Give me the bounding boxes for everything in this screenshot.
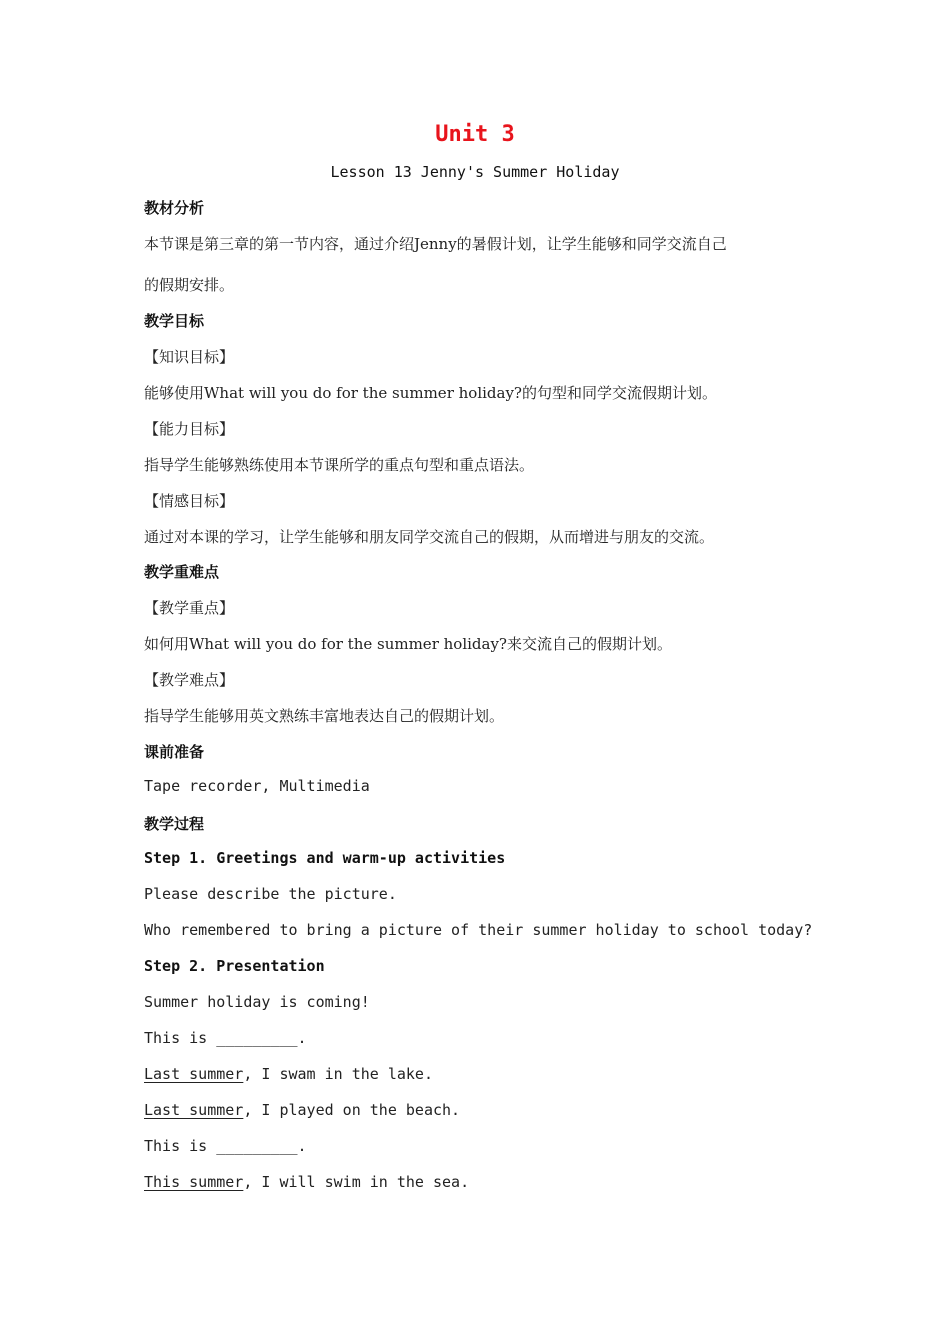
knowledge-goal-label: 【知识目标】: [144, 348, 235, 366]
difficult-point-label: 【教学难点】: [144, 671, 235, 689]
prep-text: Tape recorder, Multimedia: [144, 777, 370, 795]
step1-title: Step 1. Greetings and warm-up activities: [144, 849, 506, 867]
step2-line2: This is _________.: [144, 1029, 307, 1047]
sentence-rest: , I will swim in the sea.: [243, 1173, 470, 1191]
goals-heading: 教学目标: [144, 312, 205, 330]
analysis-text-line1: 本节课是第三章的第一节内容，通过介绍Jenny的暑假计划，让学生能够和同学交流自己: [144, 235, 727, 253]
ability-goal-text: 指导学生能够熟练使用本节课所学的重点句型和重点语法。: [144, 456, 535, 474]
analysis-text-line2: 的假期安排。: [144, 276, 235, 294]
step2-line4: [144, 1101, 460, 1119]
analysis-heading: 教材分析: [144, 199, 205, 217]
knowledge-goal-text: 能够使用What will you do for the summer holiday?的句型和同学交流假期计划。: [144, 384, 717, 402]
emotion-goal-label: 【情感目标】: [144, 492, 235, 510]
underlined-phrase: Last summer: [144, 1101, 244, 1119]
step2-line1: Summer holiday is coming!: [144, 993, 370, 1011]
step2-line5: This is _________.: [144, 1137, 307, 1155]
prep-heading: 课前准备: [144, 743, 205, 761]
ability-goal-label: 【能力目标】: [144, 420, 235, 438]
unit-title: Unit 3: [435, 122, 515, 147]
underlined-phrase: Last summer: [144, 1065, 244, 1083]
step2-line3: [144, 1065, 433, 1083]
key-point-label: 【教学重点】: [144, 599, 235, 617]
step1-line2: Who remembered to bring a picture of their summer holiday to school today?: [144, 921, 813, 939]
underlined-phrase: This summer: [144, 1173, 244, 1191]
key-point-text: 如何用What will you do for the summer holiday?来交流自己的假期计划。: [144, 635, 672, 653]
sentence-rest: , I played on the beach.: [243, 1101, 461, 1119]
step2-title: Step 2. Presentation: [144, 957, 325, 975]
step2-line6: [144, 1173, 469, 1191]
lesson-subtitle: Lesson 13 Jenny's Summer Holiday: [330, 163, 620, 181]
process-heading: 教学过程: [144, 815, 205, 833]
difficult-point-text: 指导学生能够用英文熟练丰富地表达自己的假期计划。: [144, 707, 505, 725]
sentence-rest: , I swam in the lake.: [243, 1065, 433, 1083]
emotion-goal-text: 通过对本课的学习，让学生能够和朋友同学交流自己的假期，从而增进与朋友的交流。: [144, 528, 715, 546]
step1-line1: Please describe the picture.: [144, 885, 397, 903]
keypoints-heading: 教学重难点: [144, 563, 220, 581]
